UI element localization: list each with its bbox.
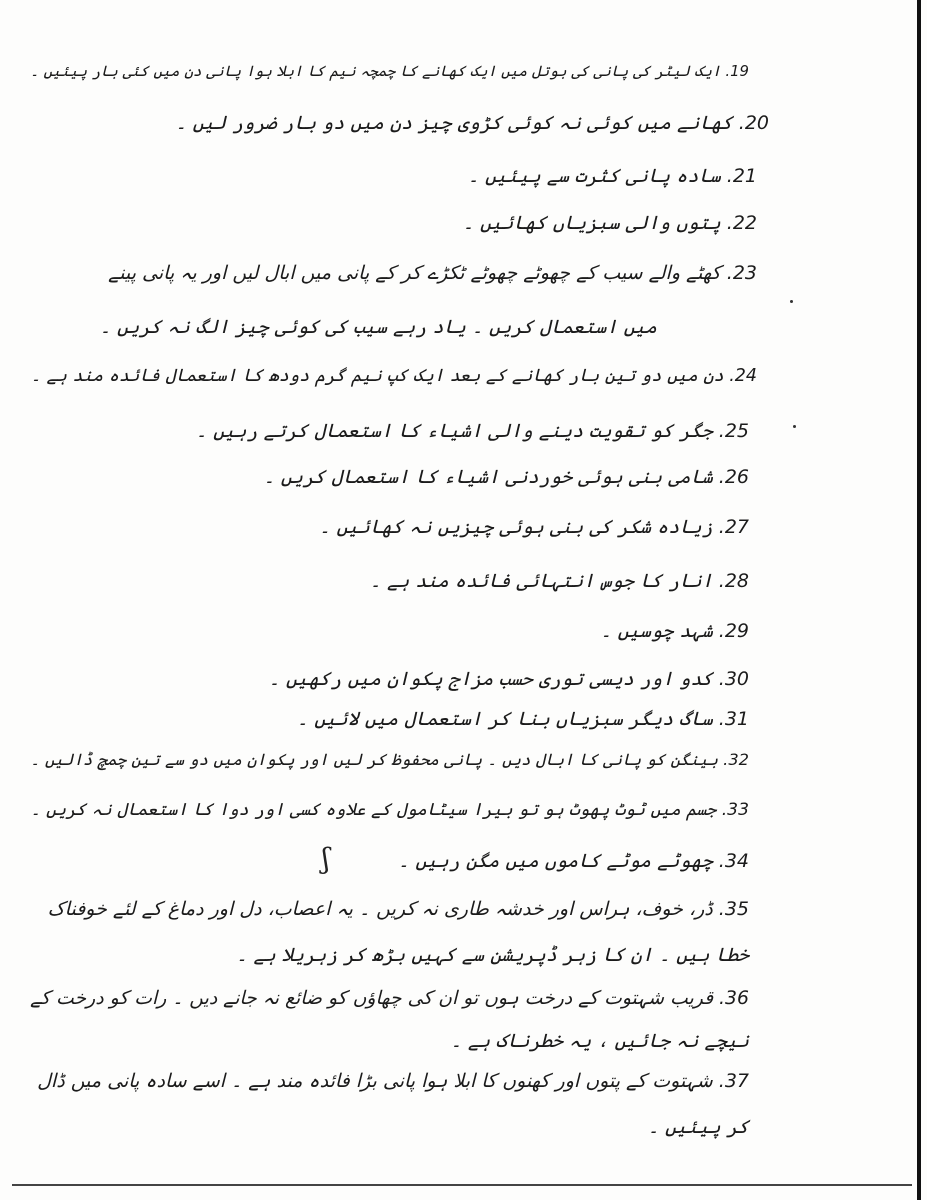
item-35: 35. ڈر، خوف، ہراس اور خدشہ طاری نہ کریں ۔ یہ اعصاب، دل اور دماغ کے لئے خوفناک <box>47 898 749 920</box>
item-37-continued: کر پیئیں ۔ <box>647 1116 749 1138</box>
item-32: 32. بینگن کو پانی کا ابال دیں ۔ پانی محفوظ کر لیں اور پکوان میں دو سے تین چمچ ڈالیں ۔ <box>30 750 749 769</box>
item-27: 27. زیادہ شکر کی بنی ہوئی چیزیں نہ کھائیں ۔ <box>319 516 749 538</box>
item-37: 37. شہتوت کے پتوں اور کھنوں کا ابلا ہوا پانی بڑا فائدہ مند ہے ۔ اسے سادہ پانی میں ڈال <box>37 1070 749 1092</box>
item-24: 24. دن میں دو تین بار کھانے کے بعد ایک کپ نیم گرم دودھ کا استعمال فائدہ مند ہے ۔ <box>30 366 757 386</box>
handwritten-mark-icon: ʃ <box>322 842 330 875</box>
item-29: 29. شہد چوسیں ۔ <box>600 620 749 642</box>
item-30: 30. کدو اور دیسی توری حسب مزاج پکوان میں رکھیں ۔ <box>268 668 749 690</box>
item-36: 36. قریب شہتوت کے درخت ہوں تو ان کی چھاؤں کو ضائع نہ جانے دیں ۔ رات کو درخت کے <box>30 988 749 1009</box>
item-31: 31. ساگ دیگر سبزیاں بنا کر استعمال میں لائیں ۔ <box>297 708 749 730</box>
item-36-continued: نیچے نہ جائیں ، یہ خطرناک ہے ۔ <box>450 1030 749 1052</box>
item-23: 23. کھٹے والے سیب کے چھوٹے چھوٹے ٹکڑے کر کے پانی میں ابال لیں اور یہ پانی پینے <box>108 262 757 284</box>
item-20: 20. کھانے میں کوئی نہ کوئی کڑوی چیز دن میں دو بار ضرور لیں ۔ <box>175 112 769 134</box>
item-19: 19. ایک لیٹر کی پانی کی بوتل میں ایک کھانے کا چمچہ نیم کا ابلا ہوا پانی دن میں کئی بار پیئیں ۔ <box>30 62 749 80</box>
item-23-continued: میں استعمال کریں ۔ یاد رہے سیب کی کوئی چیز الگ نہ کریں ۔ <box>99 316 657 338</box>
scan-border-right <box>917 0 921 1200</box>
item-34: 34. چھوٹے موٹے کاموں میں مگن رہیں ۔ <box>398 850 749 872</box>
item-21: 21. سادہ پانی کثرت سے پیئیں ۔ <box>467 165 757 187</box>
scan-speck <box>793 425 796 428</box>
item-33: 33. جسم میں ٹوٹ پھوٹ ہو تو بیرا سیٹامول کے علاوہ کسی اور دوا کا استعمال نہ کریں ۔ <box>30 800 749 820</box>
scan-border-bottom <box>12 1184 912 1186</box>
item-28: 28. انار کا جوس انتہائی فائدہ مند ہے ۔ <box>369 570 749 592</box>
item-25: 25. جگر کو تقویت دینے والی اشیاء کا استعمال کرتے رہیں ۔ <box>195 420 749 442</box>
item-35-continued: خطا ہیں ۔ ان کا زہر ڈپریشن سے کہیں بڑھ کر زہریلا ہے ۔ <box>236 944 749 966</box>
item-26: 26. شامی بنی ہوئی خوردنی اشیاء کا استعمال کریں ۔ <box>263 466 749 488</box>
item-22: 22. پتوں والی سبزیاں کھائیں ۔ <box>462 212 757 234</box>
scan-speck <box>790 300 793 303</box>
